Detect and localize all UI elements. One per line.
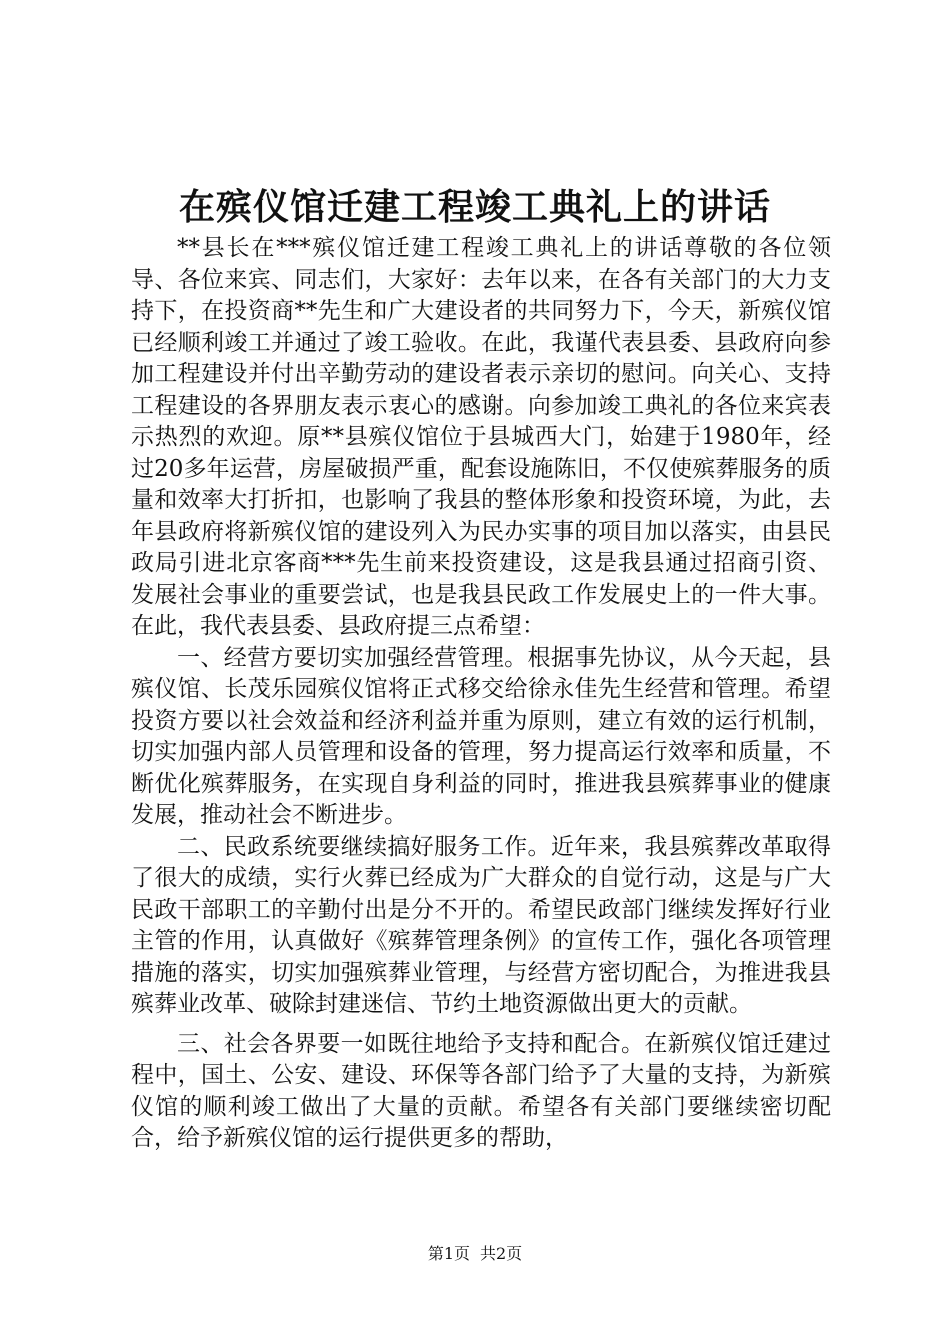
- page-number: 第1页: [427, 1244, 470, 1263]
- page-total: 共2页: [480, 1244, 523, 1263]
- paragraph-point-two: 二、民政系统要继续搞好服务工作。近年来，我县殡葬改革取得了很大的成绩，实行火葬已经成为广大群众的自觉行动，这是与广大民政干部职工的辛勤付出是分不开的。希望民政部门继续发挥好行业主管的作用，认真做好《殡葬管理条例》的宣传工作，强化各项管理措施的落实，切实加强殡葬业管理，与经营方密切配合，为推进我县殡葬业改革、破除封建迷信、节约土地资源做出更大的贡献。: [131, 833, 831, 1017]
- document-title: 在殡仪馆迁建工程竣工典礼上的讲话: [178, 186, 771, 228]
- page-footer: [0, 1242, 950, 1266]
- document-body: [131, 233, 831, 1155]
- paragraph-point-three: 三、社会各界要一如既往地给予支持和配合。在新殡仪馆迁建过程中，国土、公安、建设、环保等各部门给予了大量的支持，为新殡仪馆的顺利竣工做出了大量的贡献。希望各有关部门要继续密切配合，给予新殡仪馆的运行提供更多的帮助，: [131, 1030, 831, 1151]
- paragraph-intro: **县长在***殡仪馆迁建工程竣工典礼上的讲话尊敬的各位领导、各位来宾、同志们，大家好：去年以来，在各有关部门的大力支持下，在投资商**先生和广大建设者的共同努力下，今天，新殡仪馆已经顺利竣工并通过了竣工验收。在此，我谨代表县委、县政府向参加工程建设并付出辛勤劳动的建设者表示亲切的慰问。向关心、支持工程建设的各界朋友表示衷心的感谢。向参加竣工典礼的各位来宾表示热烈的欢迎。原**县殡仪馆位于县城西大门，始建于1980年，经过20多年运营，房屋破损严重，配套设施陈旧，不仅使殡葬服务的质量和效率大打折扣，也影响了我县的整体形象和投资环境，为此，去年县政府将新殡仪馆的建设列入为民办实事的项目加以落实，由县民政局引进北京客商***先生前来投资建设，这是我县通过招商引资、发展社会事业的重要尝试，也是我县民政工作发展史上的一件大事。在此，我代表县委、县政府提三点希望：: [131, 235, 831, 639]
- paragraph-point-one: 一、经营方要切实加强经营管理。根据事先协议，从今天起，县殡仪馆、长茂乐园殡仪馆将正式移交给徐永佳先生经营和管理。希望投资方要以社会效益和经济利益并重为原则，建立有效的运行机制，切实加强内部人员管理和设备的管理，努力提高运行效率和质量，不断优化殡葬服务，在实现自身利益的同时，推进我县殡葬事业的健康发展，推动社会不断进步。: [131, 644, 831, 828]
